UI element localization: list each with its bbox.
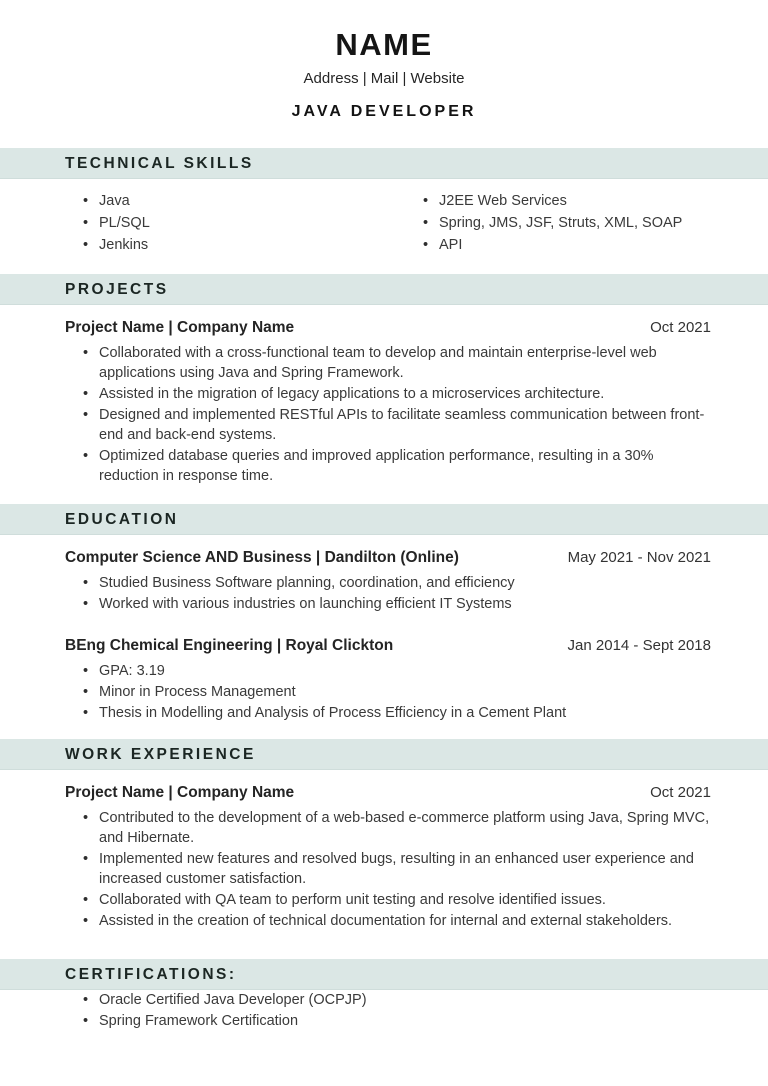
skill-item: • Spring, JMS, JSF, Struts, XML, SOAP (422, 213, 711, 234)
section-heading-certifications: CERTIFICATIONS: (65, 965, 237, 983)
section-band-technical-skills (0, 148, 768, 179)
entry-date: Oct 2021 (650, 784, 711, 801)
certifications-content (0, 990, 768, 1031)
section-band-education (0, 504, 768, 535)
bullet-item: • Worked with various industries on launching efficient IT Systems (82, 594, 711, 614)
work-entry (65, 783, 711, 931)
resume-header (0, 0, 768, 123)
entry-date: Jan 2014 - Sept 2018 (567, 637, 711, 654)
technical-skills-content (0, 191, 768, 257)
project-entry (65, 318, 711, 486)
entry-header (65, 783, 711, 803)
bullet-item: • Contributed to the development of a web-based e-commerce platform using Java, Spring MVC, and Hibernate. (82, 808, 711, 848)
education-entry (65, 548, 711, 614)
work-experience-content (0, 783, 768, 931)
bullet-item: • Collaborated with QA team to perform unit testing and resolve identified issues. (82, 890, 711, 910)
bullet-item: • Designed and implemented RESTful APIs to facilitate seamless communication between front-end and back-end systems. (82, 405, 711, 445)
entry-date: May 2021 - Nov 2021 (567, 549, 711, 566)
projects-content (0, 318, 768, 486)
certifications-list (82, 990, 711, 1031)
bullet-item: • Minor in Process Management (82, 682, 711, 702)
bullet-item: • Implemented new features and resolved bugs, resulting in an enhanced user experience and increased customer satisfaction. (82, 849, 711, 889)
skill-item: • API (422, 235, 711, 256)
skill-item: • J2EE Web Services (422, 191, 711, 212)
section-band-projects (0, 274, 768, 305)
section-band-work-experience (0, 739, 768, 770)
certification-item: • Oracle Certified Java Developer (OCPJP) (82, 990, 711, 1010)
entry-bullet-list (82, 343, 711, 486)
entry-bullet-list (82, 808, 711, 931)
education-entry (65, 636, 711, 723)
section-heading-education: EDUCATION (65, 510, 179, 528)
education-content (0, 548, 768, 723)
skill-item: • Jenkins (82, 235, 405, 256)
section-heading-projects: PROJECTS (65, 280, 169, 298)
bullet-item: • Collaborated with a cross-functional team to develop and maintain enterprise-level web applications using Java and Spring Framework. (82, 343, 711, 383)
entry-header (65, 548, 711, 568)
candidate-name: NAME (335, 27, 433, 62)
entry-bullet-list (82, 573, 711, 614)
entry-header (65, 318, 711, 338)
entry-bullet-list (82, 661, 711, 723)
entry-title: BEng Chemical Engineering | Royal Clickton (65, 637, 394, 654)
section-heading-technical-skills: TECHNICAL SKILLS (65, 154, 254, 172)
entry-title: Project Name | Company Name (65, 784, 295, 801)
skills-right-column (422, 191, 711, 257)
skill-item: • PL/SQL (82, 213, 405, 234)
entry-title: Project Name | Company Name (65, 319, 295, 336)
entry-title: Computer Science AND Business | Dandilton (Online) (65, 549, 459, 566)
contact-line: Address | Mail | Website (303, 70, 465, 87)
bullet-item: • Optimized database queries and improved application performance, resulting in a 30% reduction in response time. (82, 446, 711, 486)
job-title: JAVA DEVELOPER (291, 103, 477, 120)
entry-header (65, 636, 711, 656)
bullet-item: • Studied Business Software planning, coordination, and efficiency (82, 573, 711, 593)
skills-grid (65, 191, 711, 257)
certification-item: • Spring Framework Certification (82, 1011, 711, 1031)
bullet-item: • Assisted in the creation of technical documentation for internal and external stakeholders. (82, 911, 711, 931)
skills-left-column (82, 191, 405, 257)
bullet-item: • Assisted in the migration of legacy applications to a microservices architecture. (82, 384, 711, 404)
section-heading-work-experience: WORK EXPERIENCE (65, 745, 256, 763)
skill-item: • Java (82, 191, 405, 212)
entry-date: Oct 2021 (650, 319, 711, 336)
bullet-item: • GPA: 3.19 (82, 661, 711, 681)
section-band-certifications (0, 959, 768, 990)
bullet-item: • Thesis in Modelling and Analysis of Process Efficiency in a Cement Plant (82, 703, 711, 723)
